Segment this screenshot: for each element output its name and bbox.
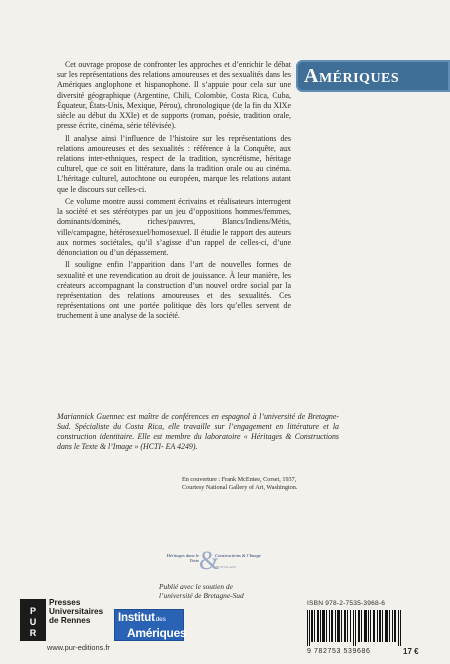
hcti-logo (159, 548, 339, 576)
isbn: ISBN 978-2-7535-3968-6 (307, 600, 386, 607)
cover-credit (182, 476, 332, 492)
support-line-2: l’université de Bretagne-Sud (159, 591, 244, 600)
hcti-logo-left: Héritages dans le Texte (166, 553, 199, 564)
support-line-1: Publié avec le soutien de (159, 582, 233, 591)
publisher-url: www.pur-editions.fr (47, 643, 110, 652)
barcode-icon (307, 610, 403, 646)
pur-logo-icon (20, 599, 46, 641)
blurb (57, 60, 291, 324)
publisher-line-1: Presses (49, 598, 81, 607)
cover-credit-line-1: En couverture : Frank McEntee, Corset, 1937, (182, 476, 297, 483)
blurb-paragraph-4: Il souligne enfin l’apparition dans l’art de nouvelles formes de sexualité et une revendication au droit de jouissance. À leur manière, les créateurs accompagnant la construction d’un nouvel ordre social par la représentation des relations amoureuses et des sexualités. Ces représentations ont une portée politique dès lors qu’elles servent de truchement à une analyse de la société. (57, 260, 291, 321)
series-banner (296, 60, 450, 92)
price: 17 € (403, 647, 419, 656)
blurb-paragraph-3: Ce volume montre aussi comment écrivains et réalisateurs interrogent la société et ses stéréotypes par un jeu d’oppositions hommes/femmes, dominants/dominés, riches/pauvres, Blancs/Indiens/Métis, ville/campagne, hétérosexuel/homosexuel. Il étudie le rapport des auteurs aux normes sociétales, qu’il s’agisse d’un rappel de celles-ci, d’une dénonciation ou d’un dépassement. (57, 197, 291, 258)
ampersand-icon: & (199, 546, 220, 575)
support-note (159, 582, 359, 600)
cover-credit-line-2: Courtesy National Gallery of Art, Washington. (182, 484, 298, 492)
hcti-logo-small: HCTI EA 4249 (216, 565, 236, 569)
ameriques-label: Amériques (127, 626, 187, 640)
svg-text:R: R (29, 628, 37, 638)
svg-text:U: U (29, 617, 37, 627)
publisher-name (49, 599, 103, 625)
publisher-line-2: Universitaires (49, 606, 104, 616)
series-title: Amériques (304, 65, 400, 87)
publisher-line-3: de Rennes (49, 615, 91, 625)
blurb-paragraph-1: Cet ouvrage propose de confronter les approches et d’enrichir le débat sur les représentations des relations amoureuses et des sexualités dans les Amériques anglophone et hispanophone. Il s’appuie pour cela sur une diversité géographique (Argentine, Chili, Colombie, Costa Rica, Cuba, Équateur, États-Unis, Mexique, Pérou), chronologique (de la fin du XIXe siècle au début du XXIe) et de supports (roman, poésie, tradition orale, presse écrite, cinéma, série télévisée). (57, 60, 291, 131)
institut-label: Institutdes (118, 612, 166, 624)
barcode-number: 9 782753 539686 (307, 648, 371, 655)
blurb-paragraph-2: Il analyse ainsi l’influence de l’histoire sur les représentations des relations amoureuses et des sexualités : référence à la Conquête, aux relations inter-ethniques, respect de la tradition, syncrétisme, héritage culturel, que ce soit en littérature, dans la tradition orale ou au cinéma. L’héritage culturel, autochtone ou européen, marque les relations autant que le discours sur celles-ci. (57, 133, 291, 194)
hcti-logo-right: Constructions & l’Image (215, 553, 261, 558)
svg-text:P: P (29, 606, 37, 616)
author-bio: Mariannick Guennec est maître de conférences en espagnol à l’université de Bretagne-Sud. Spécialiste du Costa Rica, elle travaille sur l’engagement en littérature et la construction identitaire. Elle est membre du laboratoire « Héritages & Constructions dans le Texte & l’Image » (HCTI- EA 4249). (57, 412, 339, 452)
institut-des-ameriques-logo (114, 609, 187, 641)
